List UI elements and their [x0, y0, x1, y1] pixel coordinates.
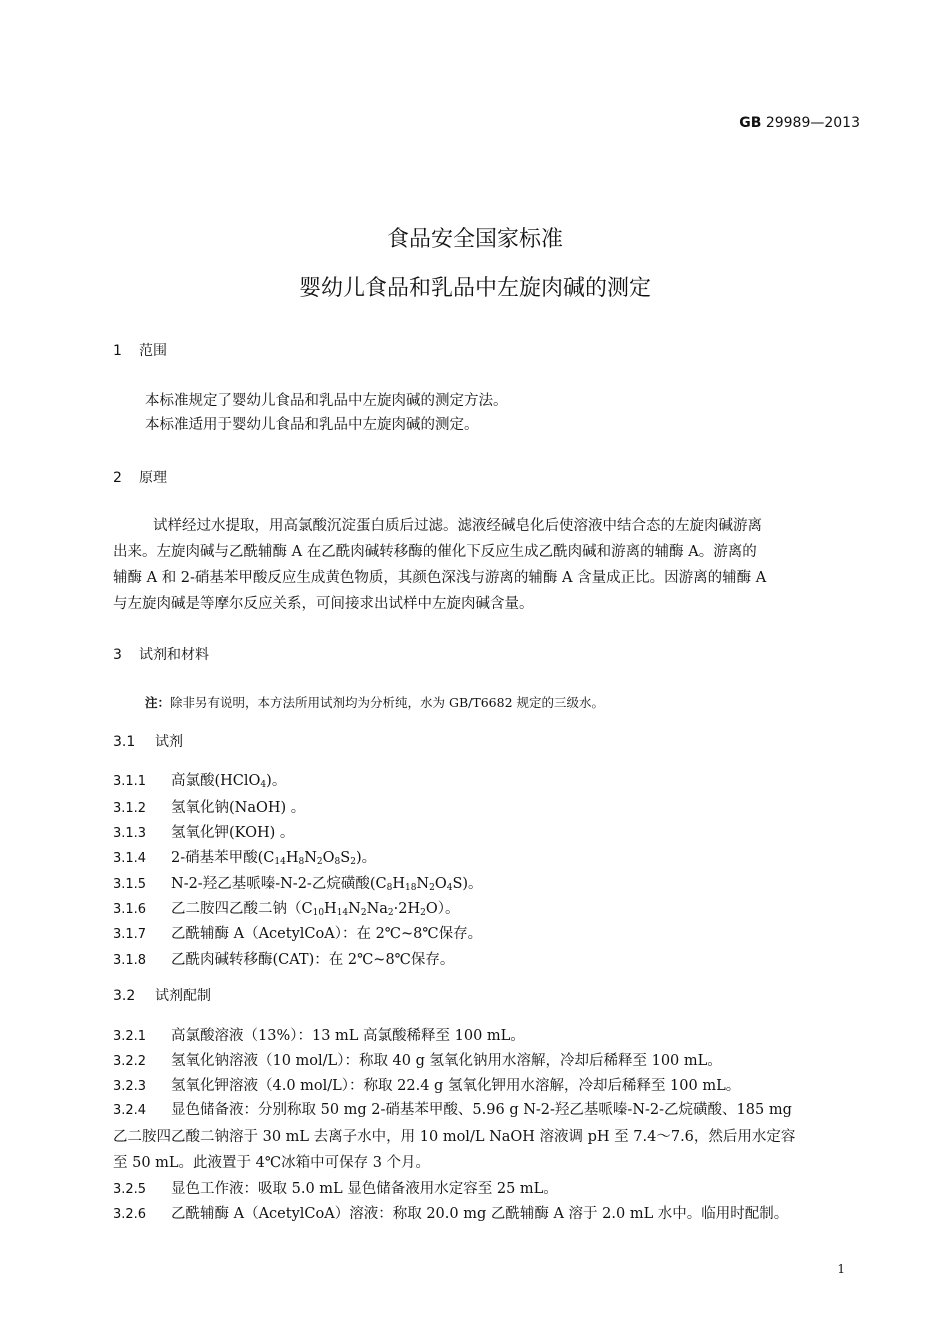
item-text: 乙酰辅酶 A（AcetylCoA）溶液：称取 20.0 mg 乙酰辅酶 A 溶于 2.0 mL 水中。临用时配制。 — [171, 1206, 789, 1222]
standard-code-number: 29989—2013 — [765, 115, 860, 131]
section-number: 2 — [113, 470, 122, 486]
item-text: 氢氧化钾溶液（4.0 mol/L）：称取 22.4 g 氢氧化钾用水溶解，冷却后稀释至 100 mL。 — [171, 1078, 741, 1094]
item-text: 显色工作液：吸取 5.0 mL 显色储备液用水定容至 25 mL。 — [171, 1181, 558, 1197]
section-1-line-1: 本标准规定了婴幼儿食品和乳品中左旋肉碱的测定方法。 — [145, 393, 508, 409]
item-text: N-2-羟乙基哌嗪-N-2-乙烷磺酸$(C_8H_{18}N_2O_4S)$。 — [171, 876, 483, 893]
subsection-3-1-heading — [113, 731, 183, 751]
item-text: 乙酰肉碱转移酶(CAT)：在 2℃~8℃保存。 — [171, 952, 455, 968]
section-1-line-2: 本标准适用于婴幼儿食品和乳品中左旋肉碱的测定。 — [145, 417, 479, 433]
section-number: 1 — [113, 343, 122, 359]
item-number: 3.1.1 — [113, 774, 147, 789]
item-text: 乙酰辅酶 A（AcetylCoA）：在 2℃~8℃保存。 — [171, 926, 483, 942]
preparation-item — [113, 1097, 853, 1176]
reagent-item — [113, 948, 454, 969]
item-number: 3.1.7 — [113, 927, 147, 942]
section-title: 范围 — [139, 343, 167, 359]
preparation-item — [113, 1024, 525, 1045]
principle-line-2: 出来。左旋肉碱与乙酰辅酶 A 在乙酰肉碱转移酶的催化下反应生成乙酰肉碱和游离的辅酶 A。游离的 — [113, 544, 757, 560]
item-number: 3.1.2 — [113, 801, 147, 816]
item-number: 3.2.6 — [113, 1207, 147, 1222]
item-text: 高氯酸溶液（13%）：13 mL 高氯酸稀释至 100 mL。 — [171, 1028, 525, 1044]
item-number: 3.2.2 — [113, 1054, 147, 1069]
standard-code-prefix: GB — [739, 115, 762, 131]
item-text: 高氯酸(HClO$_4$)。 — [171, 773, 287, 790]
principle-line-1: 试样经过水提取，用高氯酸沉淀蛋白质后过滤。滤液经碱皂化后使溶液中结合态的左旋肉碱游离 — [153, 518, 762, 534]
item-number: 3.2.1 — [113, 1029, 147, 1044]
item-number: 3.1.8 — [113, 953, 147, 968]
section-1-heading — [113, 340, 167, 360]
note — [145, 693, 604, 711]
standard-code — [739, 115, 860, 131]
document-title-line2: 婴幼儿食品和乳品中左旋肉碱的测定 — [298, 276, 651, 301]
item-text: 氢氧化钾(KOH) 。 — [171, 825, 295, 841]
section-2-heading — [113, 467, 167, 487]
reagent-item — [113, 796, 305, 817]
item-continuation-line: 至 50 mL。此液置于 4℃冰箱中可保存 3 个月。 — [113, 1155, 431, 1171]
reagent-item — [113, 872, 483, 893]
section-number: 3 — [113, 647, 122, 663]
note-text: 除非另有说明，本方法所用试剂均为分析纯，水为 GB/T6682 规定的三级水。 — [170, 695, 604, 710]
reagent-item — [113, 821, 294, 842]
item-number: 3.1.3 — [113, 826, 147, 841]
preparation-item — [113, 1177, 558, 1198]
preparation-item — [113, 1049, 722, 1070]
item-text: 2-硝基苯甲酸$(C_{14}H_8N_2O_8S_2)$。 — [171, 850, 377, 867]
principle-line-3: 辅酶 A 和 2-硝基苯甲酸反应生成黄色物质，其颜色深浅与游离的辅酶 A 含量成正比。因游离的辅酶 A — [113, 570, 767, 586]
page-number: 1 — [837, 1262, 845, 1276]
item-text: 显色储备液：分别称取 50 mg 2-硝基苯甲酸、5.96 g N-2-羟乙基哌嗪-N-2-乙烷磺酸、185 mg — [171, 1102, 792, 1118]
principle-line-4: 与左旋肉碱是等摩尔反应关系，可间接求出试样中左旋肉碱含量。 — [113, 596, 534, 612]
reagent-item — [113, 769, 286, 790]
item-number: 3.2.4 — [113, 1103, 147, 1118]
item-number: 3.2.3 — [113, 1079, 147, 1094]
item-continuation-line: 乙二胺四乙酸二钠溶于 30 mL 去离子水中，用 10 mol/L NaOH 溶液调 pH 至 7.4～7.6，然后用水定容 — [113, 1129, 796, 1145]
note-label: 注： — [145, 695, 171, 710]
item-line — [113, 1097, 853, 1124]
item-number: 3.1.6 — [113, 902, 147, 917]
item-text: 氢氧化钠(NaOH) 。 — [171, 800, 306, 816]
section-title: 试剂和材料 — [139, 647, 209, 663]
preparation-item — [113, 1202, 788, 1223]
reagent-item — [113, 846, 376, 867]
subsection-title: 试剂配制 — [155, 988, 211, 1004]
subsection-title: 试剂 — [155, 734, 183, 750]
section-3-heading — [113, 644, 209, 664]
item-text: 氢氧化钠溶液（10 mol/L）：称取 40 g 氢氧化钠用水溶解，冷却后稀释至 100 mL。 — [171, 1053, 722, 1069]
reagent-item — [113, 922, 482, 943]
subsection-3-2-heading — [113, 985, 211, 1005]
section-title: 原理 — [139, 470, 167, 486]
reagent-item — [113, 897, 460, 918]
item-number: 3.2.5 — [113, 1182, 147, 1197]
item-text: 乙二胺四乙酸二钠$(C_{10}H_{14}N_2Na_2\cdot 2H_2O)$。 — [171, 901, 460, 918]
item-number: 3.1.5 — [113, 877, 147, 892]
subsection-number: 3.1 — [113, 734, 136, 750]
subsection-number: 3.2 — [113, 988, 136, 1004]
document-title-line1: 食品安全国家标准 — [386, 227, 563, 252]
preparation-item — [113, 1074, 740, 1095]
item-number: 3.1.4 — [113, 851, 147, 866]
